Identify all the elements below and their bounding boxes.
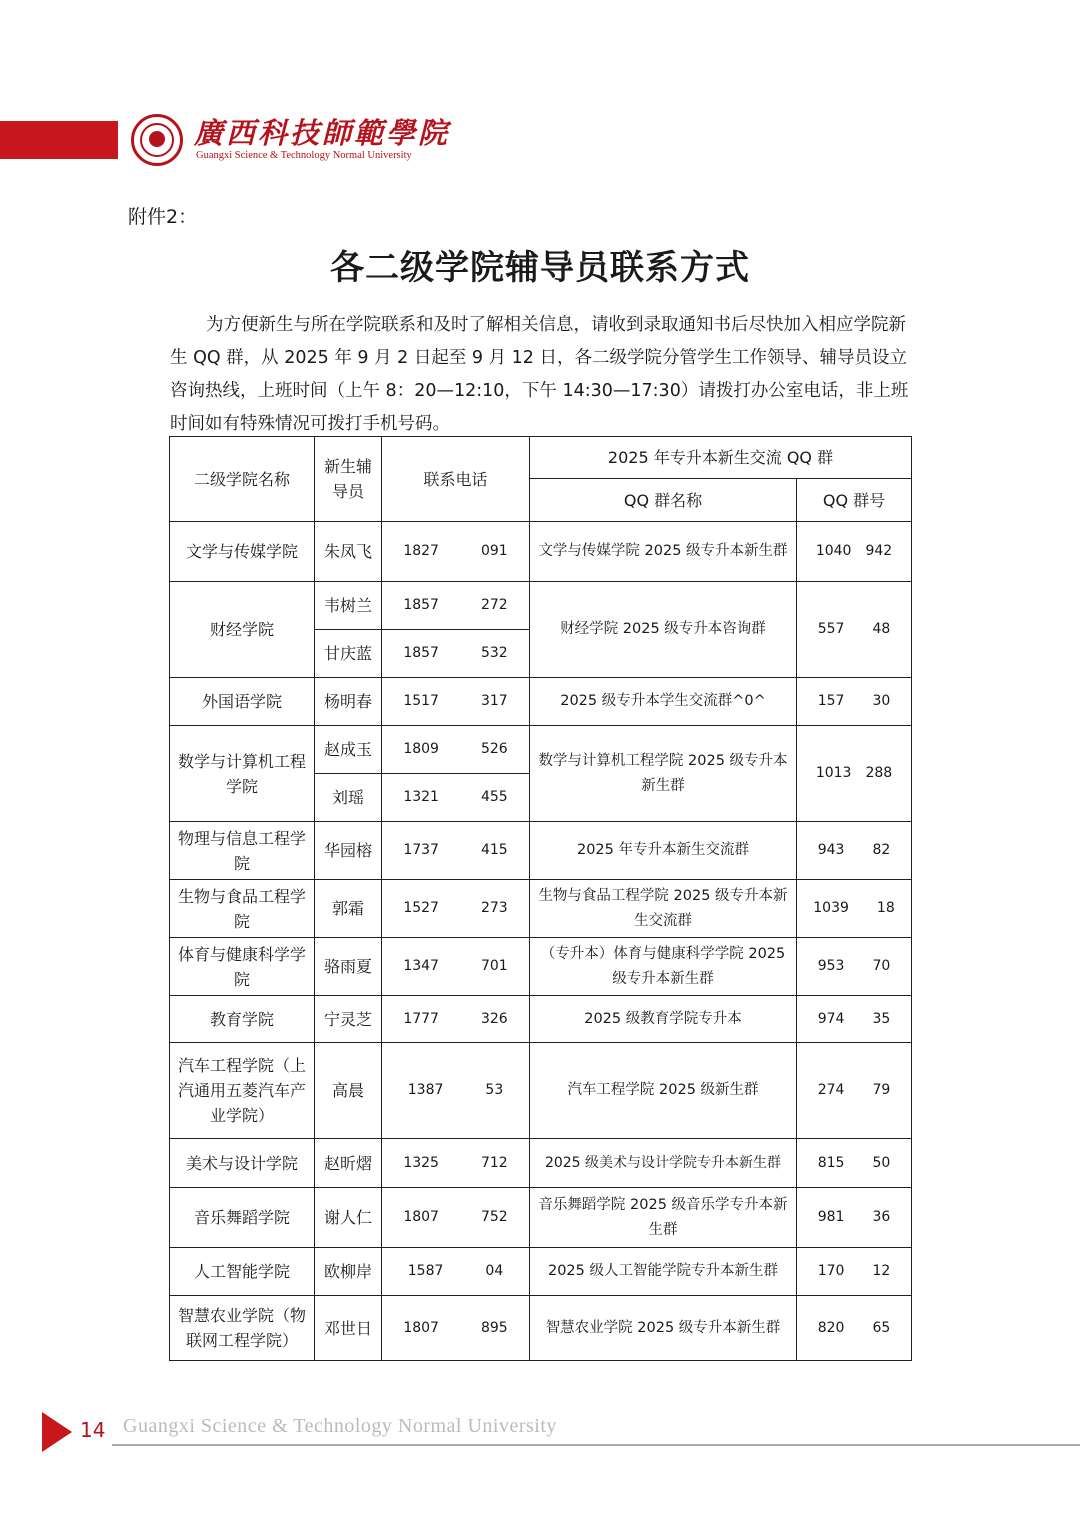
qq-group-number: 170 12 [797, 1248, 912, 1296]
college-name: 汽车工程学院（上汽通用五菱汽车产业学院） [170, 1043, 315, 1139]
intro-paragraph: 为方便新生与所在学院联系和及时了解相关信息，请收到录取通知书后尽快加入相应学院新生 QQ 群，从 2025 年 9 月 2 日起至 9 月 12 日，各二级学院分管学生工作领导、辅导员设立咨询热线，上班时间（上午 8：20—12:10，下午 14:30—17:30）请拨打办公室电话，非上班时间如有特殊情况可拨打手机号码。 [170, 315, 909, 434]
header-red-bar [0, 121, 118, 159]
table-row [170, 522, 912, 582]
qq-group-name: 2025 级专升本学生交流群^0^ [530, 678, 797, 726]
counselor-name: 杨明春 [315, 678, 382, 726]
qq-group-name: 音乐舞蹈学院 2025 级音乐学专升本新生群 [530, 1188, 797, 1248]
college-name: 教育学院 [170, 996, 315, 1043]
qq-group-name: 生物与食品工程学院 2025 级专升本新生交流群 [530, 880, 797, 938]
table-row [170, 1296, 912, 1361]
college-name: 美术与设计学院 [170, 1139, 315, 1188]
counselor-name: 郭霜 [315, 880, 382, 938]
qq-group-number: 943 82 [797, 822, 912, 880]
footer-university-name: Guangxi Science & Technology Normal University [123, 1415, 557, 1437]
header-qq-section: 2025 年专升本新生交流 QQ 群 [530, 437, 912, 479]
table-row [170, 726, 912, 774]
qq-group-name: 2025 年专升本新生交流群 [530, 822, 797, 880]
counselor-name: 骆雨夏 [315, 938, 382, 996]
phone-number: 1857 272 [382, 582, 530, 630]
phone-number: 1827 091 [382, 522, 530, 582]
qq-group-number: 157 30 [797, 678, 912, 726]
qq-group-name: 2025 级教育学院专升本 [530, 996, 797, 1043]
counselor-name: 甘庆蓝 [315, 630, 382, 678]
college-name: 音乐舞蹈学院 [170, 1188, 315, 1248]
phone-number: 1321 455 [382, 774, 530, 822]
table-row [170, 1043, 912, 1139]
table-row [170, 1248, 912, 1296]
table-row [170, 996, 912, 1043]
table-row [170, 1188, 912, 1248]
qq-group-number: 953 70 [797, 938, 912, 996]
page-number: 14 [80, 1418, 106, 1442]
college-name: 外国语学院 [170, 678, 315, 726]
counselor-name: 邓世日 [315, 1296, 382, 1361]
table-row [170, 880, 912, 938]
university-seal-icon [131, 114, 183, 166]
table-row [170, 938, 912, 996]
counselor-name: 高晨 [315, 1043, 382, 1139]
table-row [170, 678, 912, 726]
qq-group-number: 1039 18 [797, 880, 912, 938]
footer-triangle-icon [42, 1412, 72, 1452]
phone-number: 1587 04 [382, 1248, 530, 1296]
phone-number: 1325 712 [382, 1139, 530, 1188]
footer-divider [112, 1444, 1080, 1446]
college-name: 文学与传媒学院 [170, 522, 315, 582]
phone-number: 1777 326 [382, 996, 530, 1043]
table-row [170, 1139, 912, 1188]
attachment-label: 附件2： [128, 206, 198, 228]
phone-number: 1387 53 [382, 1043, 530, 1139]
qq-group-number: 1040 942 [797, 522, 912, 582]
qq-group-name: 文学与传媒学院 2025 级专升本新生群 [530, 522, 797, 582]
header-qq-name: QQ 群名称 [530, 479, 797, 522]
qq-group-number: 974 35 [797, 996, 912, 1043]
page-title: 各二级学院辅导员联系方式 [330, 248, 750, 288]
counselor-name: 赵昕熠 [315, 1139, 382, 1188]
qq-group-number: 820 65 [797, 1296, 912, 1361]
header-phone: 联系电话 [382, 437, 530, 522]
qq-group-name: 汽车工程学院 2025 级新生群 [530, 1043, 797, 1139]
university-name-en: Guangxi Science & Technology Normal University [196, 150, 412, 161]
qq-group-name: （专升本）体育与健康科学学院 2025 级专升本新生群 [530, 938, 797, 996]
college-name: 智慧农业学院（物联网工程学院） [170, 1296, 315, 1361]
university-name-cn: 廣西科技師範學院 [194, 116, 451, 150]
qq-group-name: 数学与计算机工程学院 2025 级专升本新生群 [530, 726, 797, 822]
qq-group-name: 2025 级美术与设计学院专升本新生群 [530, 1139, 797, 1188]
phone-number: 1347 701 [382, 938, 530, 996]
counselor-name: 刘瑶 [315, 774, 382, 822]
counselor-contact-table [169, 436, 912, 1361]
table-row [170, 582, 912, 630]
phone-number: 1857 532 [382, 630, 530, 678]
college-name: 物理与信息工程学院 [170, 822, 315, 880]
header-qq-number: QQ 群号 [797, 479, 912, 522]
phone-number: 1809 526 [382, 726, 530, 774]
counselor-name: 韦树兰 [315, 582, 382, 630]
qq-group-name: 财经学院 2025 级专升本咨询群 [530, 582, 797, 678]
counselor-name: 朱凤飞 [315, 522, 382, 582]
college-name: 体育与健康科学学院 [170, 938, 315, 996]
college-name: 生物与食品工程学院 [170, 880, 315, 938]
counselor-name: 欧柳岸 [315, 1248, 382, 1296]
phone-number: 1517 317 [382, 678, 530, 726]
header-college: 二级学院名称 [170, 437, 315, 522]
phone-number: 1737 415 [382, 822, 530, 880]
qq-group-number: 557 48 [797, 582, 912, 678]
qq-group-number: 274 79 [797, 1043, 912, 1139]
phone-number: 1527 273 [382, 880, 530, 938]
counselor-name: 谢人仁 [315, 1188, 382, 1248]
qq-group-name: 智慧农业学院 2025 级专升本新生群 [530, 1296, 797, 1361]
header-counselor: 新生辅导员 [315, 437, 382, 522]
counselor-name: 华园榕 [315, 822, 382, 880]
college-name: 数学与计算机工程学院 [170, 726, 315, 822]
qq-group-number: 815 50 [797, 1139, 912, 1188]
table-row [170, 822, 912, 880]
college-name: 人工智能学院 [170, 1248, 315, 1296]
qq-group-name: 2025 级人工智能学院专升本新生群 [530, 1248, 797, 1296]
counselor-name: 赵成玉 [315, 726, 382, 774]
college-name: 财经学院 [170, 582, 315, 678]
qq-group-number: 1013 288 [797, 726, 912, 822]
qq-group-number: 981 36 [797, 1188, 912, 1248]
counselor-name: 宁灵芝 [315, 996, 382, 1043]
phone-number: 1807 752 [382, 1188, 530, 1248]
phone-number: 1807 895 [382, 1296, 530, 1361]
